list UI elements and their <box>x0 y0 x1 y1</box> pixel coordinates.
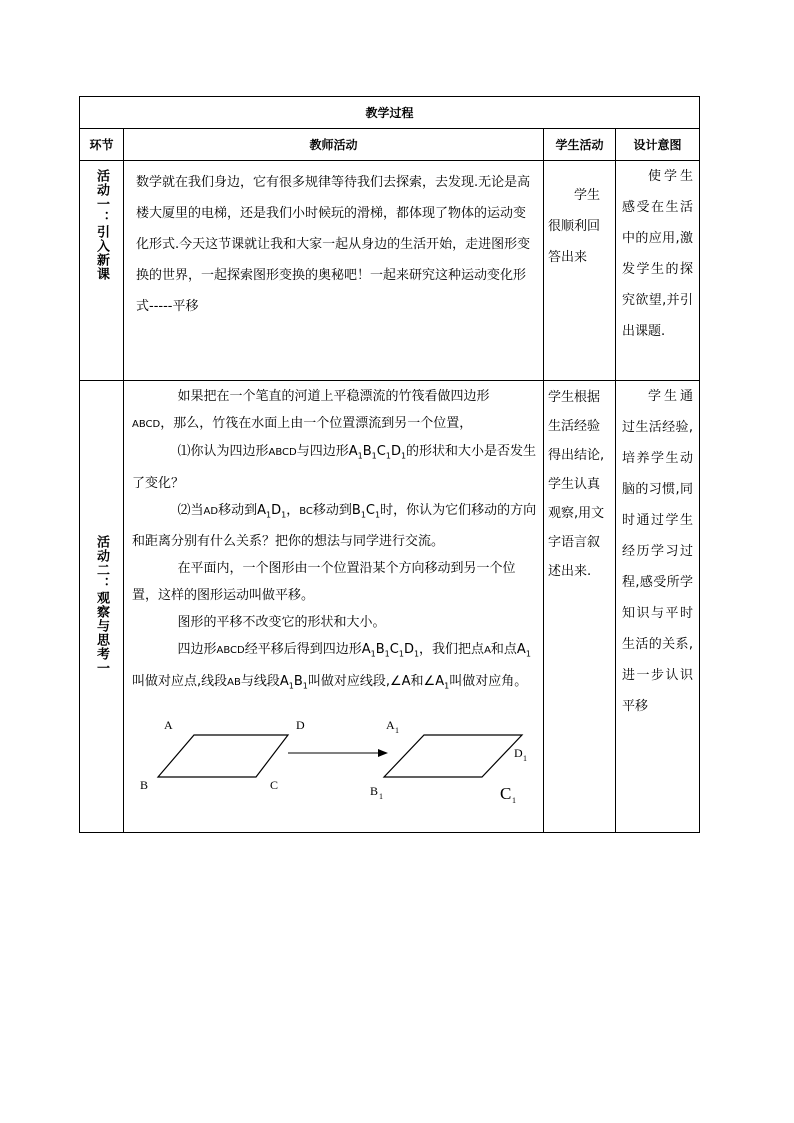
p4-text-g: 叫做对应点,线段 <box>132 673 228 689</box>
activity-one-label-cell <box>80 161 124 381</box>
q2-text-a: ⑵当 <box>177 502 204 518</box>
question-two <box>132 497 537 556</box>
label-a: A <box>164 718 173 733</box>
q1-text-d: 的形状和大小是否发生了变化？ <box>132 444 537 491</box>
activity-one-student-paragraph: 学生很顺利回答出来 <box>548 188 601 265</box>
p4-text-i: 与线段 <box>240 673 280 689</box>
q2-ad: AD <box>203 505 219 517</box>
activity-two-student-cell <box>544 381 616 833</box>
activity-one-design-text: 使学生感受在生活中的应用,激发学生的探究欲望,并引出课题. <box>622 169 694 339</box>
q1-b: B <box>362 444 372 459</box>
activity-one-teacher-text: 数学就在我们身边，它有很多规律等待我们去探索，去发现.无论是高楼大厦里的电梯，还是我们小时候玩的滑梯，都体现了物体的运动变化形式.今天这节课就让我和大家一起从身边的生活开始，走进图形变换的世界，一起探索图形变换的奥秘吧！一起来研究这种运动变化形式-----平移 <box>124 161 544 381</box>
p4-text-k: 叫做对应角。 <box>449 673 528 689</box>
activity-one-student-text <box>544 161 616 381</box>
p4-seg-a1-sub: 1 <box>288 681 294 691</box>
label-c1-sub: 1 <box>512 796 516 804</box>
q1-c-sub: 1 <box>385 451 391 461</box>
q2-text-f: 移动到 <box>312 502 352 518</box>
label-d1-sub: 1 <box>523 754 527 764</box>
p4-text-f: 和点 <box>490 642 517 658</box>
p4-seg-b1: B <box>293 673 303 689</box>
parallelogram-abcd <box>158 735 288 777</box>
q1-text-a: ⑴你认为四边形 <box>177 444 269 459</box>
translation-diagram <box>132 713 532 803</box>
q2-d1: D <box>271 502 282 518</box>
label-a1-sub: 1 <box>395 726 399 736</box>
activity-one-label: 活动一：引入新课 <box>94 169 109 281</box>
activity-one-design-cell <box>616 161 700 381</box>
label-d1: D <box>514 746 523 761</box>
p4-d1: D <box>403 642 414 658</box>
p4-b1-sub: 1 <box>384 649 390 659</box>
teaching-process-table <box>79 96 700 833</box>
p4-a: A <box>484 645 491 657</box>
label-c1: C <box>500 784 512 804</box>
activity-two-label: 活动二：观察与思考一 <box>94 534 109 675</box>
intro-text-c: ，那么，竹筏在水面上由一个位置漂流到另一个位置， <box>160 416 473 431</box>
activity-two-design-cell <box>616 381 700 833</box>
label-a1: A <box>386 718 395 733</box>
label-c: C <box>270 778 279 793</box>
q2-text-g: 时，你认为它们移动的方向和距离分别有什么关系？把你的想法与同学进行交流。 <box>132 502 537 550</box>
label-b: B <box>140 778 149 793</box>
q1-text-c: 与四边形 <box>296 444 349 459</box>
p4-ab: AB <box>227 676 241 688</box>
p4-point-a1-sub: 1 <box>525 649 531 659</box>
activity-two-teacher-cell <box>124 381 544 833</box>
p4-text-d: ，我们把点 <box>419 642 485 658</box>
p4-point-a1: A <box>516 642 526 658</box>
q2-text-c: 移动到 <box>218 502 258 518</box>
activity-two-label-cell <box>80 381 124 833</box>
p4-angle-a1: A <box>435 673 445 689</box>
q2-c1-sub: 1 <box>374 510 381 520</box>
p4-seg-b1-sub: 1 <box>302 681 308 691</box>
label-b1-sub: 1 <box>379 792 383 802</box>
q1-a-sub: 1 <box>357 451 363 461</box>
parallelogram-a1b1c1d1 <box>384 735 522 777</box>
header-student-activity: 学生活动 <box>544 129 616 161</box>
p4-a1-sub: 1 <box>370 649 376 659</box>
p4-c1: C <box>389 642 399 658</box>
q2-a1: A <box>257 502 266 518</box>
header-teacher-activity: 教师活动 <box>124 129 544 161</box>
arrowhead <box>378 749 388 757</box>
p4-text-a: 四边形 <box>177 642 217 658</box>
activity-two-design-text: 学生通过生活经验,培养学生动脑的习惯,同时通过学生经历学习过程,感受所学知识与平时生活的关系,进一步认识平移 <box>622 389 694 714</box>
translation-definition: 在平面内，一个图形由一个位置沿某个方向移动到另一个位置，这样的图形运动叫做平移。 <box>132 561 516 604</box>
q1-d: D <box>390 444 401 459</box>
q2-bc: BC <box>299 505 313 517</box>
table-title: 教学过程 <box>80 97 700 129</box>
p4-d1-sub: 1 <box>413 649 420 659</box>
header-section: 环节 <box>80 129 124 161</box>
question-one <box>132 438 537 497</box>
q2-a1-sub: 1 <box>265 510 272 520</box>
header-design-intent: 设计意图 <box>616 129 700 161</box>
translation-property: 图形的平移不改变它的形状和大小。 <box>177 615 386 631</box>
q2-text-d: ， <box>286 502 300 518</box>
q1-d-sub: 1 <box>400 451 407 461</box>
intro-text-a: 如果把在一个笔直的河道上平稳漂流的竹筏看做四边形 <box>177 389 490 404</box>
intro-abcd: ABCD <box>132 419 161 430</box>
q2-c1: C <box>365 502 375 518</box>
q1-c: C <box>376 444 386 459</box>
q2-b1-sub: 1 <box>360 510 366 520</box>
p4-text-c: 经平移后得到四边形 <box>244 642 362 658</box>
p4-a1: A <box>361 642 371 658</box>
activity-two-student-text: 学生根据生活经验得出结论,学生认真观察,用文字语言叙述出来. <box>548 390 605 579</box>
q1-abcd: ABCD <box>268 447 297 458</box>
label-b1: B <box>370 784 379 799</box>
intro-paragraph <box>132 383 537 438</box>
q2-d1-sub: 1 <box>281 510 287 520</box>
q1-a: A <box>348 444 358 459</box>
p4-seg-a1: A <box>279 673 289 689</box>
q1-b-sub: 1 <box>371 451 377 461</box>
p4-abcd: ABCD <box>216 645 245 657</box>
p4-b1: B <box>375 642 385 658</box>
label-d: D <box>296 718 305 733</box>
q2-b1: B <box>351 502 361 518</box>
p4-angle-a1-sub: 1 <box>444 681 450 691</box>
correspondence-paragraph <box>132 636 537 699</box>
p4-text-j: 叫做对应线段,∠A和∠ <box>307 673 436 689</box>
p4-c1-sub: 1 <box>398 649 404 659</box>
